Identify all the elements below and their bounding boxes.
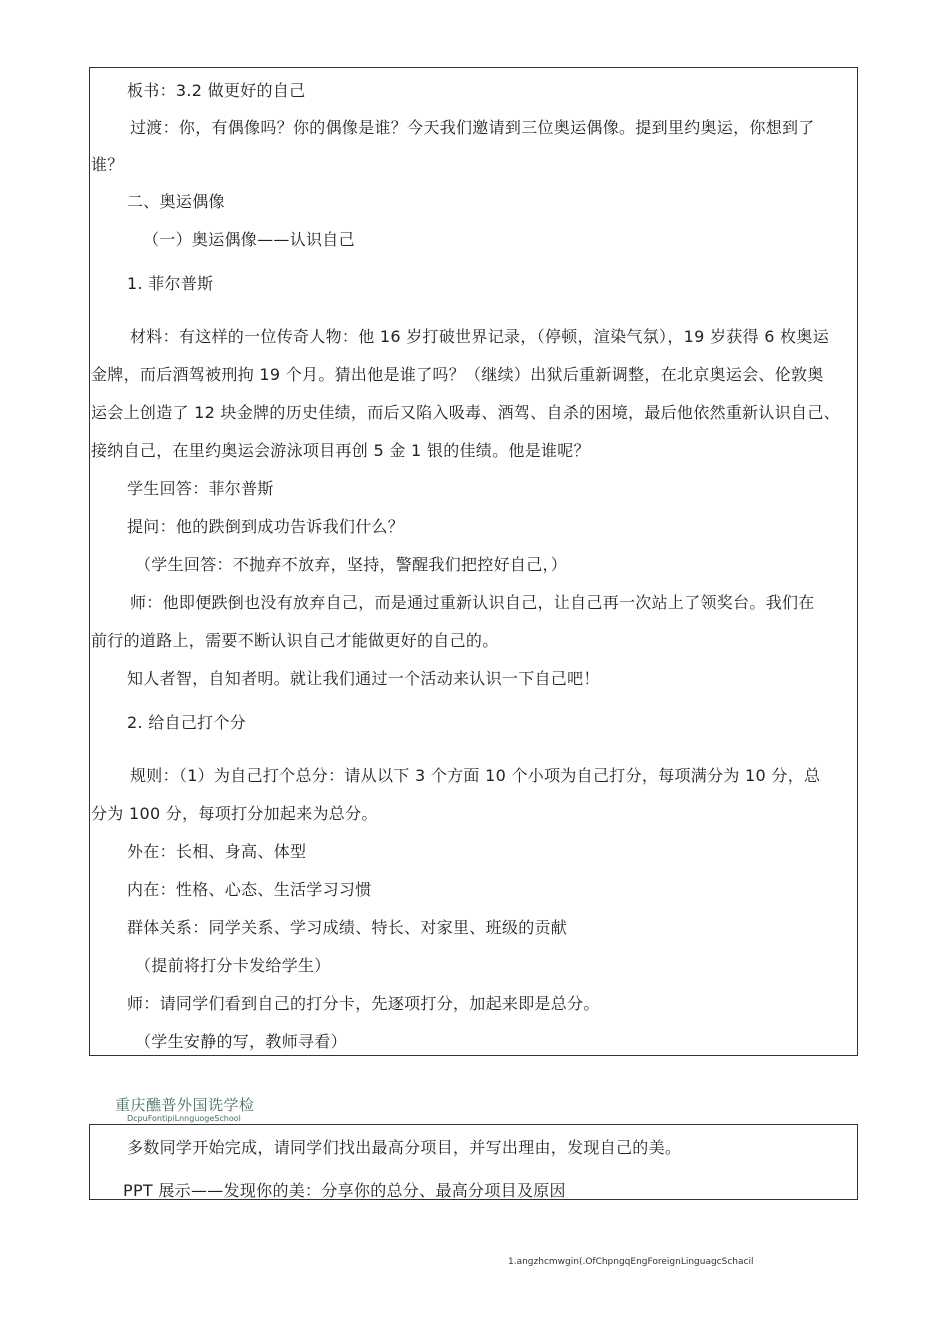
student-answer-note: （学生回答：不抛弃不放弃，坚持，警醒我们把控好自己，） [135, 555, 568, 574]
section-heading-olympic-idols: 二、奥运偶像 [127, 192, 225, 211]
item-heading-self-score: 2. 给自己打个分 [127, 713, 247, 732]
question-text: 提问：他的跌倒到成功告诉我们什么？ [127, 517, 405, 536]
material-paragraph: 接纳自己，在里约奥运会游泳项目再创 5 金 1 银的佳绩。他是谁呢？ [91, 441, 590, 460]
teacher-remark: 前行的道路上，需要不断认识自己才能做更好的自己的。 [91, 631, 499, 650]
teacher-instruction: 师：请同学们看到自己的打分卡，先逐项打分，加起来即是总分。 [127, 994, 600, 1013]
rules-paragraph: 规则：（1）为自己打个总分：请从以下 3 个方面 10 个小项为自己打分，每项满分为 10 分，总 [130, 766, 821, 785]
proverb-text: 知人者智，自知者明。就让我们通过一个活动来认识一下自己吧！ [127, 669, 600, 688]
classroom-note: （学生安静的写，教师寻看） [135, 1032, 347, 1051]
teacher-remark: 师：他即便跌倒也没有放弃自己，而是通过重新认识自己，让自己再一次站上了领奖台。我们在 [130, 593, 815, 612]
preparation-note: （提前将打分卡发给学生） [135, 956, 331, 975]
rules-paragraph: 分为 100 分，每项打分加起来为总分。 [91, 804, 378, 823]
transition-text: 过渡：你，有偶像吗？你的偶像是谁？今天我们邀请到三位奥运偶像。提到里约奥运，你想到了 [130, 118, 815, 137]
activity-instruction: 多数同学开始完成，请同学们找出最高分项目，并写出理由，发现自己的美。 [127, 1138, 682, 1157]
student-answer: 学生回答：菲尔普斯 [127, 479, 274, 498]
ppt-display-text: PPT 展示——发现你的美：分享你的总分、最高分项目及原因 [123, 1181, 566, 1200]
school-name-english: DcpuFontipiLnnguogeSchool [127, 1114, 241, 1123]
subsection-heading-know-yourself: （一）奥运偶像——认识自己 [143, 230, 355, 249]
page-footer: 1.angzhcmwgin(.OfChpngqEngForeignLinguagcSchacil [508, 1257, 754, 1267]
item-heading-phelps: 1. 菲尔普斯 [127, 274, 214, 293]
criteria-internal: 内在：性格、心态、生活学习习惯 [127, 880, 372, 899]
criteria-external: 外在：长相、身高、体型 [127, 842, 307, 861]
transition-text-continued: 谁？ [91, 155, 124, 174]
material-paragraph: 材料：有这样的一位传奇人物：他 16 岁打破世界记录，（停顿，渲染气氛），19 岁获得 6 枚奥运 [130, 327, 830, 346]
school-name-header: 重庆醮普外国诜学检 [115, 1096, 255, 1114]
material-paragraph: 金牌，而后酒驾被刑拘 19 个月。猜出他是谁了吗？（继续）出狱后重新调整，在北京奥运会、伦敦奥 [91, 365, 824, 384]
criteria-group-relations: 群体关系：同学关系、学习成绩、特长、对家里、班级的贡献 [127, 918, 568, 937]
material-paragraph: 运会上创造了 12 块金牌的历史佳绩，而后又陷入吸毒、酒驾、自杀的困境，最后他依然重新认识自己、 [91, 403, 840, 422]
blackboard-heading: 板书：3.2 做更好的自己 [127, 81, 306, 100]
